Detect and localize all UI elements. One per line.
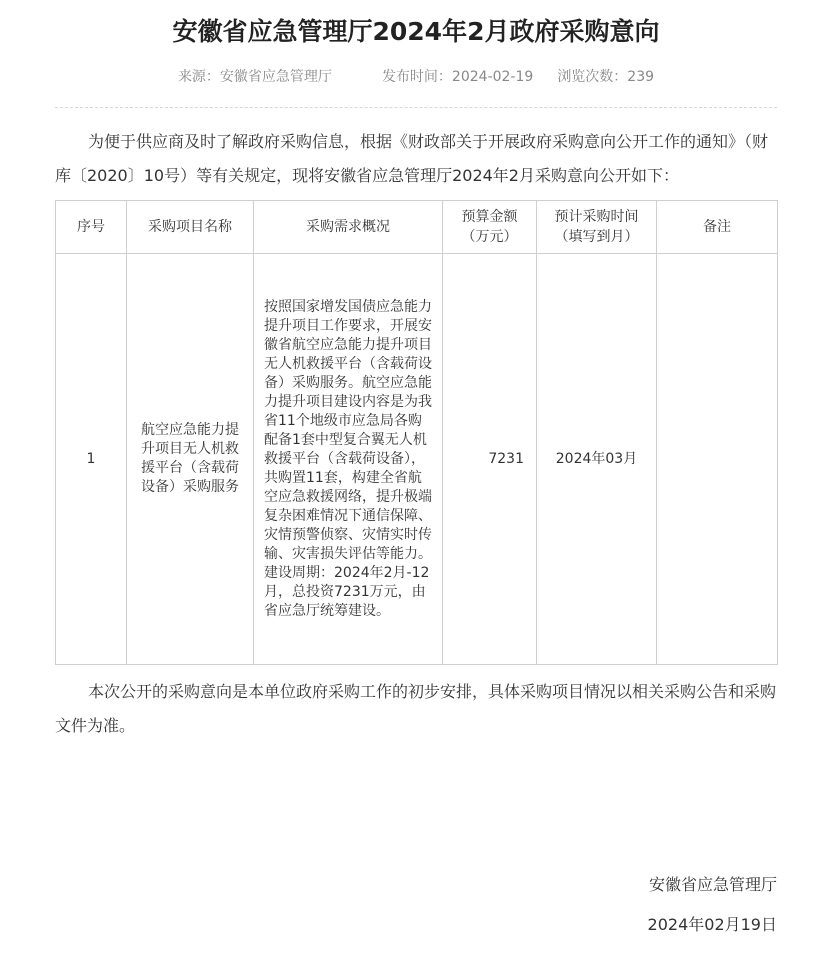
source-label: 来源：安徽省应急管理厅 — [177, 69, 332, 85]
page-title: 安徽省应急管理厅2024年2月政府采购意向 — [172, 17, 660, 46]
signature-org: 安徽省应急管理厅 — [648, 875, 777, 894]
header-time: 预计采购时间（填写到月） — [537, 201, 657, 254]
divider — [55, 107, 777, 108]
header-remarks: 备注 — [657, 201, 778, 254]
article — [55, 0, 777, 934]
cell-budget: 7231 — [443, 254, 537, 665]
table-header-row — [56, 201, 778, 254]
cell-time: 2024年03月 — [537, 254, 657, 665]
header-budget: 预算金额（万元） — [443, 201, 537, 254]
publish-time-label: 发布时间：2024-02-19 — [381, 69, 534, 85]
view-count-label: 浏览次数：239 — [557, 69, 655, 85]
cell-remarks — [657, 254, 778, 665]
closing-paragraph: 本次公开的采购意向是本单位政府采购工作的初步安排，具体采购项目情况以相关采购公告和采购文件为准。 — [55, 682, 777, 735]
header-seq: 序号 — [56, 201, 127, 254]
table-row — [56, 254, 778, 665]
cell-summary: 按照国家增发国债应急能力提升项目工作要求，开展安徽省航空应急能力提升项目无人机救援平台（含载荷设备）采购服务。航空应急能力提升项目建设内容是为我省11个地级市应急局各购配备1套中型复合翼无人机救援平台（含载荷设备），共购置11套，构建全省航空应急救援网络，提升极端复杂困难情况下通信保障、灾情预警侦察、灾情实时传输、灾害损失评估等能力。建设周期：2024年2月-12月，总投资7231万元，由省应急厅统筹建设。 — [254, 254, 443, 665]
article-meta — [55, 66, 777, 88]
cell-seq: 1 — [56, 254, 127, 665]
cell-project-name: 航空应急能力提升项目无人机救援平台（含载荷设备）采购服务 — [127, 254, 254, 665]
procurement-table — [55, 200, 778, 665]
signature-date: 2024年02月19日 — [647, 915, 777, 934]
header-summary: 采购需求概况 — [254, 201, 443, 254]
header-project-name: 采购项目名称 — [127, 201, 254, 254]
intro-paragraph: 为便于供应商及时了解政府采购信息，根据《财政部关于开展政府采购意向公开工作的通知》（财库〔2020〕10号）等有关规定，现将安徽省应急管理厅2024年2月采购意向公开如下： — [55, 132, 769, 185]
